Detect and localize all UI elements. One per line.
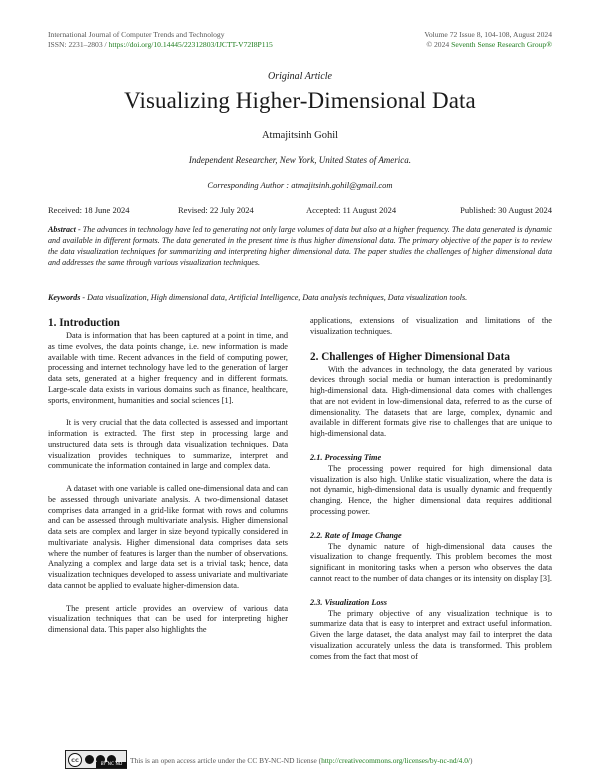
accepted-date: Accepted: 11 August 2024 [306, 205, 397, 215]
issn: ISSN: 2231–2803 / [48, 40, 107, 49]
intro-paragraph-1: Data is information that has been captured at a point in time, and as time evolves, the data points change, i.e. new information is made available with time. Recent advances in the field of computing power, processing and internet technology have led to the generation of larger data sets, generated at a higher frequency and in different formats. Large-scale data exists in various domains such as finance, healthcare, sports, environment, humanities and social sciences [1]. [48, 331, 288, 405]
received-date: Received: 18 June 2024 [48, 205, 130, 215]
abstract-label: Abstract - [48, 225, 81, 234]
volume-header [424, 30, 552, 50]
cc-badge-text: BY NC ND [96, 762, 127, 768]
abstract-text: The advances in technology have led to generating not only large volumes of data but also at a higher frequency. The data generated is dynamic and available in different formats. The data generated in the present time is thus higher dimensional data. The primary objective of the paper is to review the data visualization techniques for summarizing and interpreting higher dimensional data. The paper studies the challenges of higher dimensional data and addresses the same through various visualization techniques. [48, 225, 552, 267]
author-name: Atmajitsinh Gohil [261, 130, 339, 141]
journal-name: International Journal of Computer Trends and Technology [48, 30, 225, 39]
intro-continuation: applications, extensions of visualization and limitations of the visualization techniques. [310, 316, 552, 336]
right-column [310, 316, 552, 674]
revised-date: Revised: 22 July 2024 [178, 205, 254, 215]
by-icon [85, 755, 94, 764]
abstract [48, 225, 552, 269]
left-column [48, 316, 288, 648]
license-close: ) [469, 756, 473, 765]
license-statement: This is an open access article under the CC BY-NC-ND license ( [130, 756, 322, 765]
intro-paragraph-4: The present article provides an overview of various data visualization techniques that can be used for interpreting higher dimensional data. This paper also highlights the [48, 603, 288, 634]
author-affiliation: Independent Researcher, New York, United States of America. [188, 155, 412, 165]
subsection-heading-rate-of-image-change: 2.2. Rate of Image Change [310, 530, 402, 540]
corresponding-author: Corresponding Author : atmajitsinh.gohil@gmail.com [207, 180, 393, 190]
challenges-intro: With the advances in technology, the data generated by various devices through social media or human interaction is predominantly high-dimensional data. High-dimensional data comes with challenges that are not evident in low-dimensional data, referred to as the curse of dimensionality. The datasets that are large, complex, dynamic and available in different formats give rise to challenges that are unique to high-dimensional data. [310, 364, 552, 438]
copyright-line [424, 40, 552, 50]
intro-paragraph-3: A dataset with one variable is called one-dimensional data and can be assessed through univariate analysis. A two-dimensional dataset comprises data arranged in a grid-like format with rows and columns and can be assessed through multivariate analysis. Higher dimensional data sets are complex and larger in size beyond typically considered in multivariate analysis. Higher dimensional data comprises data sets where the number of features is larger than the number of observations. Analyzing a complex and large data set is a trivial task; hence, data visualization techniques developed to assess univariate and multivariate data cannot be applied to evaluate higher-dimension data. [48, 484, 288, 590]
doi-link[interactable]: https://doi.org/10.14445/22312803/IJCTT-V72I8P115 [108, 40, 273, 49]
keywords-label: Keywords - [48, 293, 86, 302]
license-text [130, 756, 472, 765]
license-footer [48, 749, 568, 769]
volume-info: Volume 72 Issue 8, 104-108, August 2024 [424, 30, 552, 39]
copyright-year: © 2024 [426, 40, 450, 49]
publisher-name: Seventh Sense Research Group® [451, 40, 552, 49]
issn-line [48, 40, 273, 50]
processing-time-text: The processing power required for high dimensional data visualization is also high. Unlike static visualization, where the data is not dynamic, high-dimensional data is usually dynamic and frequently changing. Hence, the higher dimensional data requires additional processing power. [310, 463, 552, 516]
article-type: Original Article [268, 71, 332, 82]
subsection-heading-visualization-loss: 2.3. Visualization Loss [310, 597, 388, 607]
paper-title: Visualizing Higher-Dimensional Data [124, 88, 476, 113]
cc-logo-icon: cc [68, 753, 82, 767]
intro-paragraph-2: It is very crucial that the data collected is assessed and important information is extracted. The first step in processing large and unstructured data sets is through data visualization techniques. Data visualization provides techniques to summarize, interpret and communicate the information contained in large and complex data. [48, 418, 288, 471]
published-date: Published: 30 August 2024 [460, 205, 552, 215]
keywords [48, 293, 552, 304]
section-heading-introduction: 1. Introduction [48, 317, 120, 329]
section-heading-challenges: 2. Challenges of Higher Dimensional Data [310, 350, 510, 363]
journal-header [48, 30, 273, 50]
keywords-text: Data visualization, High dimensional data, Artificial Intelligence, Data analysis techniques, Data visualization tools. [87, 293, 468, 302]
visualization-loss-text: The primary objective of any visualization technique is to summarize data that is easy to interpret and extract useful information. Given the large dataset, the data analyst may fail to interpret the data visualization accurately unless the data is transformed. This problem comes from the fact that most of [310, 608, 552, 661]
rate-of-image-change-text: The dynamic nature of high-dimensional data causes the visualization to change frequently. This problem becomes the most significant in monitoring tasks when a person who observes the data cannot react to the number of data changes or its intensity on display [3]. [310, 541, 552, 583]
cc-license-badge[interactable] [65, 750, 127, 769]
license-link[interactable]: http://creativecommons.org/licenses/by-nc-nd/4.0/ [321, 756, 470, 765]
subsection-heading-processing-time: 2.1. Processing Time [310, 452, 382, 462]
